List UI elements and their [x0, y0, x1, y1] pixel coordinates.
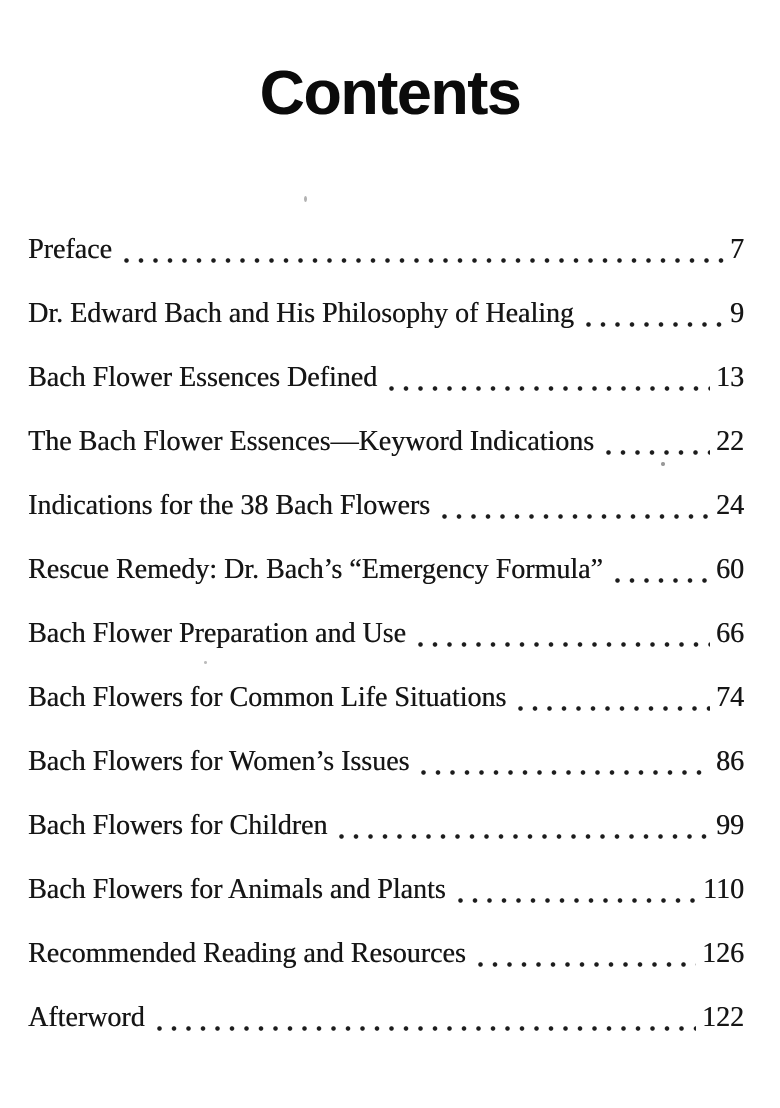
toc-entry: [28, 538, 744, 602]
dot-leader: [442, 514, 710, 519]
toc-entry: [28, 346, 744, 410]
toc-entry-label: Recommended Reading and Resources: [28, 938, 466, 969]
toc-entry-page-number: 9: [730, 298, 744, 329]
dot-leader: [157, 1026, 696, 1031]
dot-leader: [389, 386, 710, 391]
dot-leader: [606, 450, 710, 455]
toc-entry: [28, 282, 744, 346]
dot-leader: [458, 898, 697, 903]
toc-entry-label: Bach Flower Essences Defined: [28, 362, 378, 393]
toc-entry-label: Bach Flowers for Animals and Plants: [28, 874, 446, 905]
toc-entry: [28, 794, 744, 858]
toc-entry-label: Bach Flowers for Common Life Situations: [28, 682, 507, 713]
dot-leader: [339, 834, 710, 839]
toc-entry-label: Afterword: [28, 1002, 145, 1033]
dot-leader: [124, 258, 724, 263]
toc-entry-label: The Bach Flower Essences—Keyword Indications: [28, 426, 595, 457]
toc-entry-label: Bach Flower Preparation and Use: [28, 618, 406, 649]
toc-entry: [28, 730, 744, 794]
dot-leader: [586, 322, 724, 327]
scan-speck: [304, 196, 307, 202]
dot-leader: [518, 706, 710, 711]
toc-entry-page-number: 126: [702, 938, 744, 969]
toc-entry: [28, 986, 744, 1050]
toc-entry: [28, 666, 744, 730]
dot-leader: [418, 642, 710, 647]
toc-entry: [28, 922, 744, 986]
toc-entry-page-number: 60: [716, 554, 744, 585]
toc-entry-label: Indications for the 38 Bach Flowers: [28, 490, 431, 521]
toc-entry-page-number: 7: [730, 234, 744, 265]
scan-speck: [204, 661, 207, 664]
toc-entry-page-number: 74: [716, 682, 744, 713]
toc-list: [28, 218, 744, 1050]
page-title: Contents: [259, 59, 521, 128]
toc-entry-label: Bach Flowers for Women’s Issues: [28, 746, 410, 777]
toc-entry-page-number: 13: [716, 362, 744, 393]
dot-leader: [421, 770, 710, 775]
dot-leader: [478, 962, 696, 967]
toc-entry-page-number: 110: [703, 874, 744, 905]
toc-entry-page-number: 122: [702, 1002, 744, 1033]
toc-entry-label: Preface: [28, 234, 112, 265]
toc-entry-page-number: 99: [716, 810, 744, 841]
scan-speck: [661, 462, 665, 466]
toc-entry: [28, 858, 744, 922]
toc-entry-label: Bach Flowers for Children: [28, 810, 328, 841]
toc-entry: [28, 218, 744, 282]
toc-entry: [28, 410, 744, 474]
toc-entry-label: Dr. Edward Bach and His Philosophy of Healing: [28, 298, 574, 329]
toc-entry: [28, 602, 744, 666]
toc-entry: [28, 474, 744, 538]
toc-entry-page-number: 24: [716, 490, 744, 521]
toc-entry-label: Rescue Remedy: Dr. Bach’s “Emergency Formula”: [28, 554, 603, 585]
toc-entry-page-number: 66: [716, 618, 744, 649]
dot-leader: [615, 578, 710, 583]
toc-entry-page-number: 86: [716, 746, 744, 777]
toc-entry-page-number: 22: [716, 426, 744, 457]
